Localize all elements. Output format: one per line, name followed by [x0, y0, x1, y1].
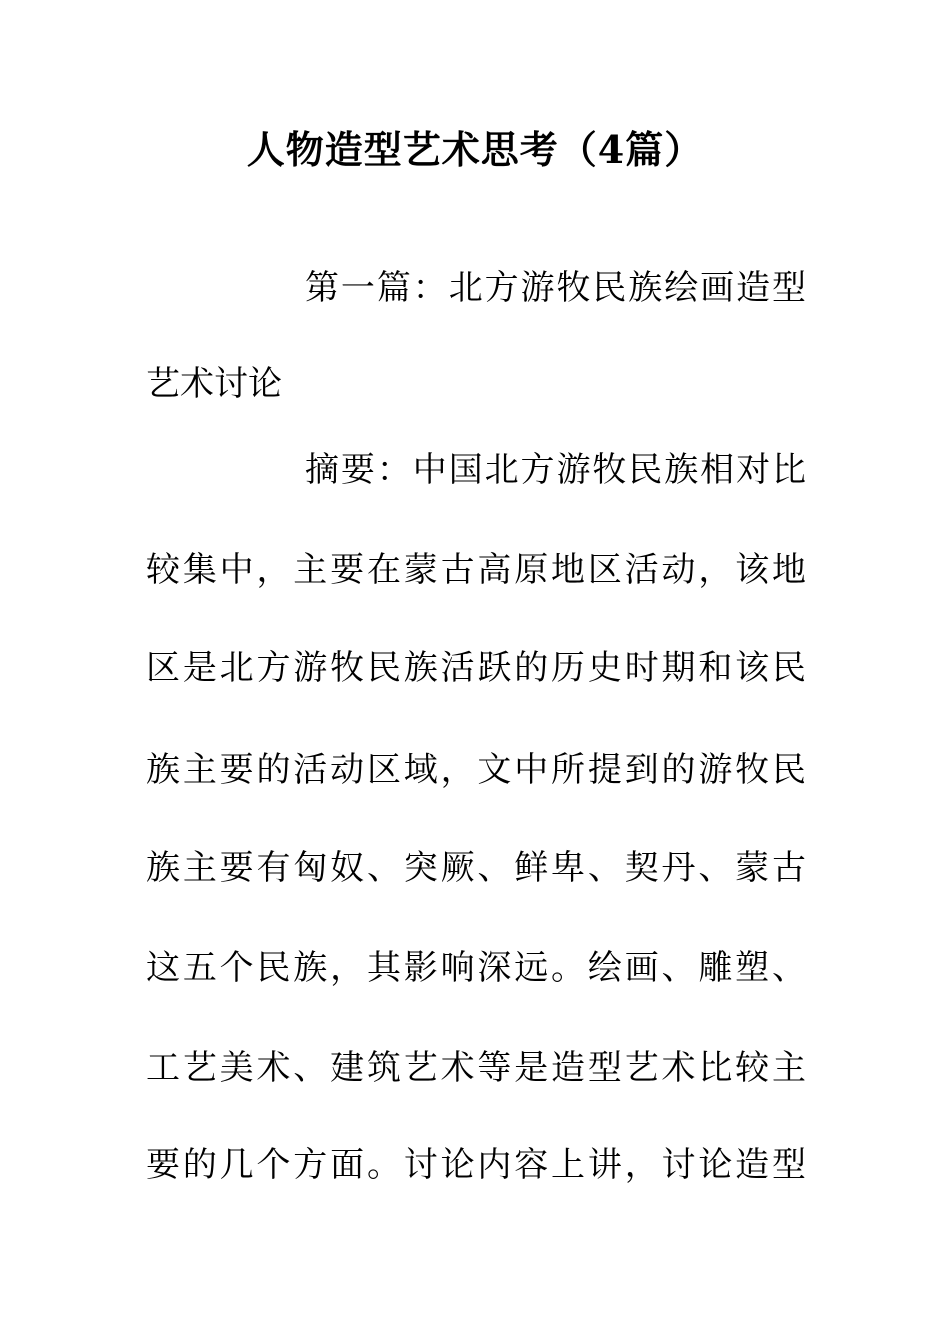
- document-title: 人物造型艺术思考（4篇）: [246, 127, 704, 172]
- paragraph-line: 第一篇：北方游牧民族绘画造型: [305, 268, 806, 308]
- paragraph-line: 族主要的活动区域，文中所提到的游牧民: [146, 750, 806, 790]
- paragraph-line: 艺术讨论: [146, 364, 282, 404]
- paragraph-line: 工艺美术、建筑艺术等是造型艺术比较主: [146, 1048, 806, 1088]
- paragraph-line: 这五个民族，其影响深远。绘画、雕塑、: [146, 948, 806, 988]
- paragraph-line: 区是北方游牧民族活跃的历史时期和该民: [146, 648, 806, 688]
- paragraph-line: 要的几个方面。讨论内容上讲，讨论造型: [146, 1145, 806, 1185]
- paragraph-line: 摘要：中国北方游牧民族相对比: [305, 450, 806, 490]
- paragraph-line: 较集中，主要在蒙古高原地区活动，该地: [146, 550, 806, 590]
- paragraph-line: 族主要有匈奴、突厥、鲜卑、契丹、蒙古: [146, 848, 806, 888]
